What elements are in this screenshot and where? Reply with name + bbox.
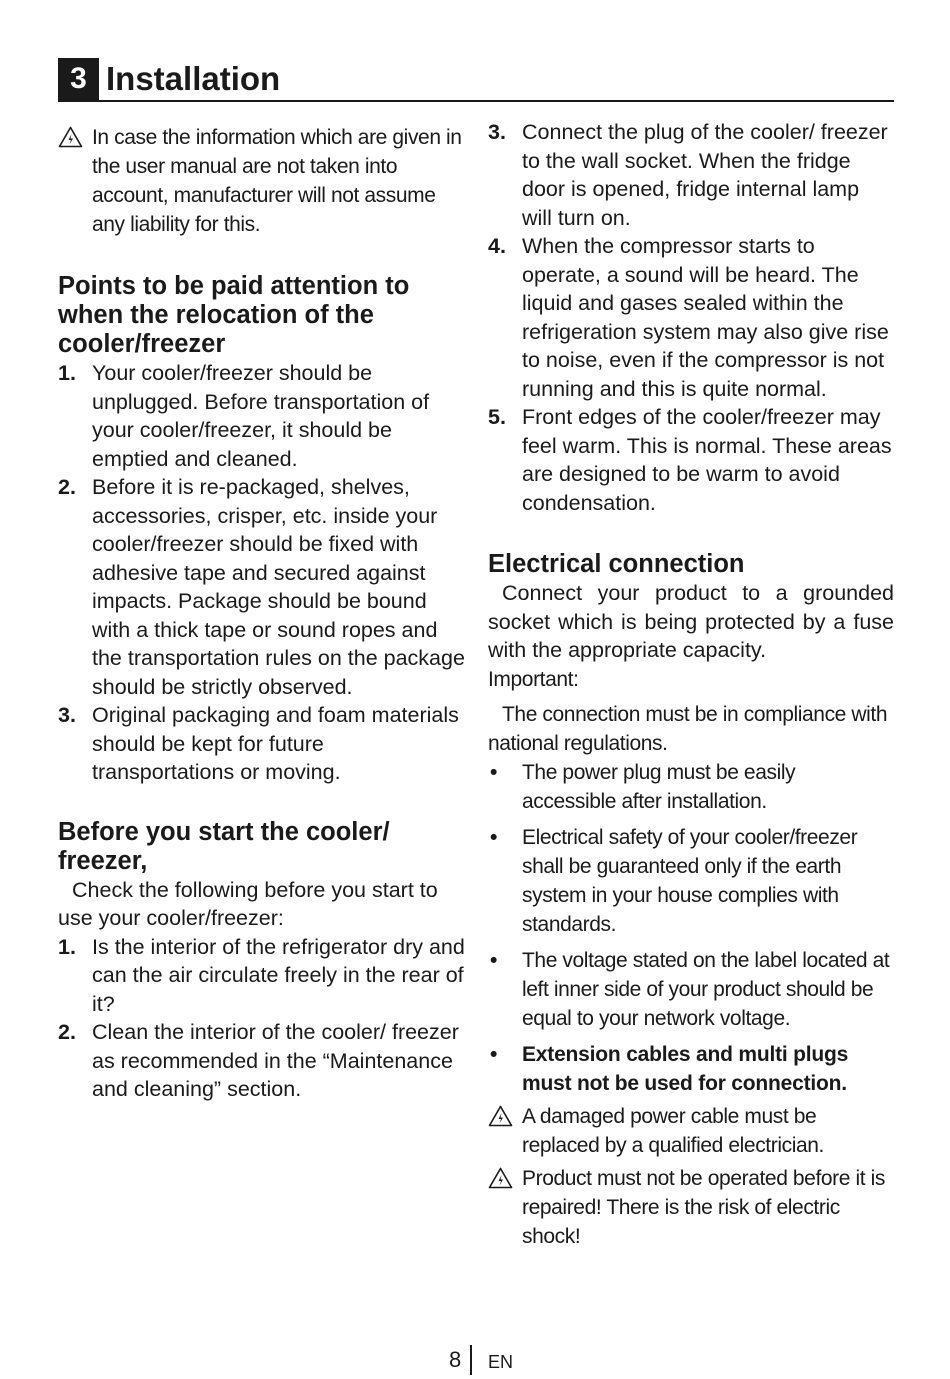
bullet: • (490, 825, 497, 849)
warning-text: In case the information which are given in the user manual are not taken into account, manufacturer will not assume any liability for this. (92, 126, 462, 236)
page-footer (0, 1345, 950, 1379)
bullet-text: The voltage stated on the label located at left inner side of your product should be equal to your network voltage. (522, 948, 890, 1030)
list-item (58, 473, 468, 701)
page-number: 8 (449, 1347, 462, 1372)
left-column (58, 118, 468, 1104)
relocation-heading: Points to be paid attention to when the relocation of the cooler/freezer (58, 272, 410, 358)
list-text: Is the interior of the refrigerator dry and can the air circulate freely in the rear of it? (92, 934, 465, 1016)
list-text: Front edges of the cooler/freezer may feel warm. This is normal. These areas are designed to be warm to avoid condensation. (522, 405, 892, 515)
list-number: 3. (58, 703, 76, 727)
liability-warning (58, 123, 468, 239)
electrical-bullets (488, 758, 894, 1098)
list-number: 1. (58, 361, 76, 385)
bullet: • (490, 1042, 498, 1066)
bullet-item (488, 823, 894, 939)
warning-text: A damaged power cable must be replaced by a qualified electrician. (522, 1104, 824, 1157)
list-item (488, 403, 894, 517)
list-text: Original packaging and foam materials should be kept for future transportations or moving. (92, 703, 459, 784)
before-start-intro: Check the following before you start to use your cooler/freezer: (58, 877, 438, 930)
bullet-item (488, 758, 894, 816)
footer-divider (470, 1345, 472, 1375)
warning-text: Product must not be operated before it is repaired! There is the risk of electric shock! (522, 1166, 885, 1248)
warning-icon (58, 126, 83, 148)
bullet-item (488, 946, 894, 1033)
warning-icon (488, 1167, 513, 1189)
list-text: Connect the plug of the cooler/ freezer to the wall socket. When the fridge door is opened, fridge internal lamp will turn on. (522, 120, 888, 230)
list-number: 4. (488, 234, 506, 258)
list-item (58, 933, 468, 1019)
shock-warning (488, 1164, 894, 1251)
list-item (488, 118, 894, 232)
language-code: EN (488, 1352, 514, 1372)
list-number: 1. (58, 934, 76, 959)
list-item (488, 232, 894, 403)
electrical-intro: Connect your product to a grounded socket which is being protected by a fuse with the appropriate capacity. (488, 581, 894, 662)
warning-icon (488, 1105, 513, 1127)
list-item (58, 359, 468, 473)
list-text: Before it is re-packaged, shelves, accessories, crisper, etc. inside your cooler/freezer should be fixed with adhesive tape and secured against impacts. Package should be bound with a thick tape or sound ropes and the transportation rules on the package should be strictly observed. (92, 475, 465, 699)
bullet: • (490, 948, 497, 972)
bullet-text: The power plug must be easily accessible after installation. (522, 760, 796, 813)
list-text: Your cooler/freezer should be unplugged. Before transportation of your cooler/freezer, it should be emptied and cleaned. (92, 361, 430, 471)
cable-warning (488, 1102, 894, 1160)
page-title: Installation (106, 60, 281, 97)
compliance-text: The connection must be in compliance with national regulations. (488, 702, 888, 755)
list-text: Clean the interior of the cooler/ freezer as recommended in the “Maintenance and cleaning” section. (92, 1020, 459, 1101)
list-item (58, 1018, 468, 1104)
before-start-list (58, 933, 468, 1104)
setup-list (488, 118, 894, 517)
list-number: 2. (58, 1020, 76, 1044)
list-text: When the compressor starts to operate, a sound will be heard. The liquid and gases sealed within the refrigeration system may also give rise to noise, even if the compressor is not running and this is quite normal. (522, 234, 889, 401)
chapter-header (58, 58, 894, 102)
bullet-text: Electrical safety of your cooler/freezer shall be guaranteed only if the earth system in your house complies with standards. (522, 825, 858, 936)
relocation-list (58, 359, 468, 787)
list-item (58, 701, 468, 787)
right-column (488, 118, 894, 1251)
list-number: 5. (488, 405, 506, 429)
bullet: • (490, 760, 497, 784)
list-number: 2. (58, 475, 76, 499)
chapter-number: 3 (58, 58, 99, 100)
bullet-item (488, 1040, 894, 1098)
list-number: 3. (488, 120, 506, 144)
before-start-heading: Before you start the cooler/ freezer, (58, 817, 390, 875)
electrical-heading: Electrical connection (488, 550, 745, 578)
important-label: Important: (488, 667, 579, 691)
bullet-text: Extension cables and multi plugs must not be used for connection. (522, 1042, 849, 1095)
